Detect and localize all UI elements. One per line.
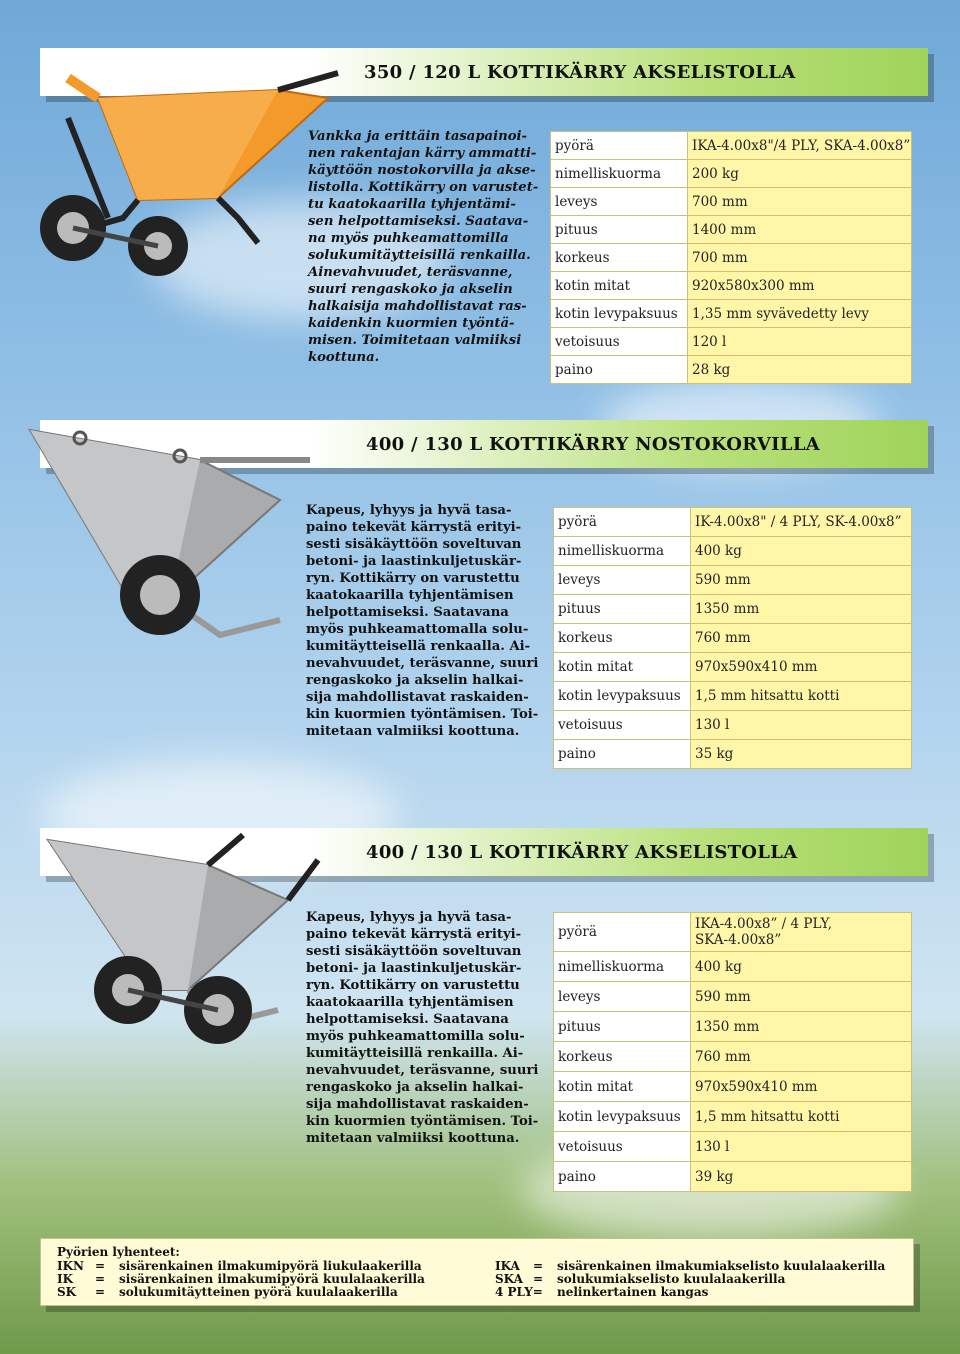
desc-line: helpottamiseksi. Saatavana	[306, 1012, 509, 1027]
spec-key: paino	[554, 1162, 691, 1192]
desc-line: myös puhkeamattomalla solu-	[306, 622, 529, 637]
spec-value: 200 kg	[688, 160, 912, 188]
section-2-description	[306, 502, 550, 740]
spec-row	[554, 952, 912, 982]
section-2-spec-table	[553, 507, 912, 769]
legend-eq: =	[533, 1272, 544, 1286]
legend-abbr: IKN	[57, 1259, 85, 1273]
spec-value: 920x580x300 mm	[688, 272, 912, 300]
spec-key: kotin levypaksuus	[554, 682, 691, 711]
spec-key: vetoisuus	[554, 1132, 691, 1162]
section-1-title-text: 350 / 120 L KOTTIKÄRRY AKSELISTOLLA	[364, 61, 796, 83]
desc-line: betoni- ja laastinkuljetuskär-	[306, 961, 522, 976]
spec-key: kotin levypaksuus	[551, 300, 688, 328]
desc-line: sija mahdollistavat raskaiden-	[306, 1097, 529, 1112]
spec-key: nimelliskuorma	[554, 952, 691, 982]
spec-value: 1400 mm	[688, 216, 912, 244]
desc-line: kumitäytteisillä renkailla. Ai-	[306, 1046, 524, 1061]
spec-value: SKA-4.00x8”	[695, 932, 782, 948]
spec-key: pyörä	[554, 913, 691, 952]
spec-value: 28 kg	[688, 356, 912, 384]
desc-line: sen helpottamiseksi. Saatava-	[308, 214, 529, 229]
desc-line: ryn. Kottikärry on varustettu	[306, 571, 520, 586]
legend-text: sisärenkainen ilmakumipyörä liukulaakerilla	[119, 1259, 422, 1273]
spec-row	[554, 711, 912, 740]
spec-key: korkeus	[554, 1042, 691, 1072]
spec-row	[551, 132, 912, 160]
desc-line: Kapeus, lyhyys ja hyvä tasa-	[306, 910, 512, 925]
spec-key: paino	[551, 356, 688, 384]
legend-item	[495, 1285, 708, 1299]
spec-key: pyörä	[551, 132, 688, 160]
spec-row	[554, 1102, 912, 1132]
spec-row	[551, 216, 912, 244]
desc-line: kin kuormien työntämisen. Toi-	[306, 707, 539, 722]
section-2-title-text: 400 / 130 L KOTTIKÄRRY NOSTOKORVILLA	[366, 433, 821, 455]
legend-text: sisärenkainen ilmakumipyörä kuulalaakerilla	[119, 1272, 425, 1286]
legend-item	[57, 1272, 425, 1286]
spec-row	[554, 595, 912, 624]
spec-value: 1,5 mm hitsattu kotti	[691, 682, 912, 711]
legend-item	[495, 1259, 885, 1273]
desc-line: rengaskoko ja akselin halkai-	[306, 673, 524, 688]
desc-line: mitetaan valmiiksi koottuna.	[306, 1131, 520, 1146]
spec-key: leveys	[554, 982, 691, 1012]
spec-value: 590 mm	[691, 982, 912, 1012]
spec-row	[551, 272, 912, 300]
wheel-abbreviations-legend	[40, 1238, 914, 1306]
desc-line: nevahvuudet, teräsvanne, suuri	[306, 656, 539, 671]
desc-line: ryn. Kottikärry on varustettu	[306, 978, 520, 993]
spec-row	[554, 913, 912, 952]
legend-abbr: 4 PLY=	[495, 1285, 543, 1299]
spec-key: vetoisuus	[554, 711, 691, 740]
spec-key: vetoisuus	[551, 328, 688, 356]
spec-value: 970x590x410 mm	[691, 653, 912, 682]
spec-value: 400 kg	[691, 952, 912, 982]
desc-line: sija mahdollistavat raskaiden-	[306, 690, 529, 705]
legend-item	[57, 1285, 398, 1299]
desc-line: Vankka ja erittäin tasapainoi-	[308, 129, 527, 144]
legend-abbr: IKA	[495, 1259, 520, 1273]
legend-eq: =	[95, 1272, 106, 1286]
spec-value: 130 l	[691, 1132, 912, 1162]
legend-text: solukumitäytteinen pyörä kuulalaakerilla	[119, 1285, 398, 1299]
desc-line: paino tekevät kärrystä erityi-	[306, 927, 522, 942]
desc-line: na myös puhkeamattomilla	[308, 231, 509, 246]
legend-text: nelinkertainen kangas	[557, 1285, 709, 1299]
spec-row	[554, 740, 912, 769]
spec-key: pituus	[554, 1012, 691, 1042]
desc-line: misen. Toimitetaan valmiiksi	[308, 333, 522, 348]
spec-value: 130 l	[691, 711, 912, 740]
section-1-description	[308, 128, 548, 366]
desc-line: sesti sisäkäyttöön soveltuvan	[306, 944, 522, 959]
desc-line: paino tekevät kärrystä erityi-	[306, 520, 522, 535]
spec-row	[554, 624, 912, 653]
desc-line: myös puhkeamattomilla solu-	[306, 1029, 525, 1044]
desc-line: kumitäytteisellä renkaalla. Ai-	[306, 639, 531, 654]
desc-line: betoni- ja laastinkuljetuskär-	[306, 554, 522, 569]
section-3-description	[306, 909, 550, 1147]
legend-text: sisärenkainen ilmakumiakselisto kuulalaakerilla	[557, 1259, 886, 1273]
spec-key: leveys	[551, 188, 688, 216]
legend-abbr: IK	[57, 1272, 74, 1286]
section-3-title-text: 400 / 130 L KOTTIKÄRRY AKSELISTOLLA	[366, 841, 798, 863]
spec-key: pituus	[554, 595, 691, 624]
desc-line: solukumitäytteisillä renkailla.	[308, 248, 531, 263]
spec-key: kotin mitat	[554, 653, 691, 682]
desc-line: kin kuormien työntämisen. Toi-	[306, 1114, 539, 1129]
spec-value: IK-4.00x8" / 4 PLY, SK-4.00x8”	[691, 508, 912, 537]
desc-line: Kapeus, lyhyys ja hyvä tasa-	[306, 503, 512, 518]
spec-value: 590 mm	[691, 566, 912, 595]
spec-value: 760 mm	[691, 1042, 912, 1072]
desc-line: listolla. Kottikärry on varustet-	[308, 180, 539, 195]
spec-value: 970x590x410 mm	[691, 1072, 912, 1102]
spec-row	[554, 1132, 912, 1162]
legend-eq: =	[533, 1259, 544, 1273]
product-image-grey-wheelbarrow-axle	[38, 830, 338, 1060]
desc-line: koottuna.	[308, 350, 380, 365]
desc-line: rengaskoko ja akselin halkai-	[306, 1080, 524, 1095]
spec-key: nimelliskuorma	[551, 160, 688, 188]
spec-key: leveys	[554, 566, 691, 595]
spec-value: 1350 mm	[691, 595, 912, 624]
spec-value: IKA-4.00x8” / 4 PLY,	[695, 916, 833, 932]
spec-key: kotin mitat	[554, 1072, 691, 1102]
section-3-spec-table	[553, 912, 912, 1192]
spec-row	[554, 653, 912, 682]
spec-key: kotin levypaksuus	[554, 1102, 691, 1132]
spec-row	[551, 160, 912, 188]
spec-row	[551, 244, 912, 272]
spec-value: 35 kg	[691, 740, 912, 769]
legend-heading: Pyörien lyhenteet:	[57, 1245, 180, 1259]
legend-abbr: SKA	[495, 1272, 523, 1286]
spec-value: 760 mm	[691, 624, 912, 653]
spec-value: 700 mm	[688, 188, 912, 216]
desc-line: nen rakentajan kärry ammatti-	[308, 146, 537, 161]
spec-key: korkeus	[551, 244, 688, 272]
spec-row	[554, 1162, 912, 1192]
spec-key: kotin mitat	[551, 272, 688, 300]
desc-line: sesti sisäkäyttöön soveltuvan	[306, 537, 522, 552]
spec-row	[554, 508, 912, 537]
desc-line: halkaisija mahdollistavat ras-	[308, 299, 527, 314]
spec-key: nimelliskuorma	[554, 537, 691, 566]
spec-row	[551, 300, 912, 328]
desc-line: mitetaan valmiiksi koottuna.	[306, 724, 520, 739]
desc-line: suuri rengaskoko ja akselin	[308, 282, 513, 297]
spec-value: 1350 mm	[691, 1012, 912, 1042]
spec-value: 39 kg	[691, 1162, 912, 1192]
legend-item	[57, 1259, 422, 1273]
spec-value: IKA-4.00x8"/4 PLY, SKA-4.00x8”	[688, 132, 912, 160]
desc-line: nevahvuudet, teräsvanne, suuri	[306, 1063, 539, 1078]
spec-value: 1,5 mm hitsattu kotti	[691, 1102, 912, 1132]
spec-value: 400 kg	[691, 537, 912, 566]
legend-text: solukumiakselisto kuulalaakerilla	[557, 1272, 786, 1286]
desc-line: kaatokaarilla tyhjentämisen	[306, 995, 514, 1010]
legend-eq: =	[95, 1285, 106, 1299]
desc-line: kaatokaarilla tyhjentämisen	[306, 588, 514, 603]
desc-line: kaidenkin kuormien työntä-	[308, 316, 515, 331]
section-1-spec-table	[550, 131, 912, 384]
legend-abbr: SK	[57, 1285, 77, 1299]
desc-line: Ainevahvuudet, teräsvanne,	[308, 265, 513, 280]
product-image-orange-wheelbarrow	[28, 68, 348, 278]
legend-item	[495, 1272, 785, 1286]
desc-line: käyttöön nostokorvilla ja akse-	[308, 163, 536, 178]
spec-value: 1,35 mm syvävedetty levy	[688, 300, 912, 328]
desc-line: helpottamiseksi. Saatavana	[306, 605, 509, 620]
desc-line: tu kaatokaarilla tyhjentämi-	[308, 197, 516, 212]
spec-row	[554, 1012, 912, 1042]
spec-row	[551, 356, 912, 384]
spec-key: paino	[554, 740, 691, 769]
spec-key: pyörä	[554, 508, 691, 537]
spec-value: 120 l	[688, 328, 912, 356]
spec-row	[554, 1072, 912, 1102]
spec-row	[554, 682, 912, 711]
spec-row	[554, 1042, 912, 1072]
spec-key: korkeus	[554, 624, 691, 653]
spec-value: 700 mm	[688, 244, 912, 272]
spec-row	[551, 328, 912, 356]
spec-key: pituus	[551, 216, 688, 244]
spec-row	[554, 566, 912, 595]
legend-eq: =	[95, 1259, 106, 1273]
spec-row	[554, 982, 912, 1012]
spec-row	[551, 188, 912, 216]
product-image-grey-wheelbarrow-lifting-lugs	[20, 420, 340, 660]
spec-row	[554, 537, 912, 566]
